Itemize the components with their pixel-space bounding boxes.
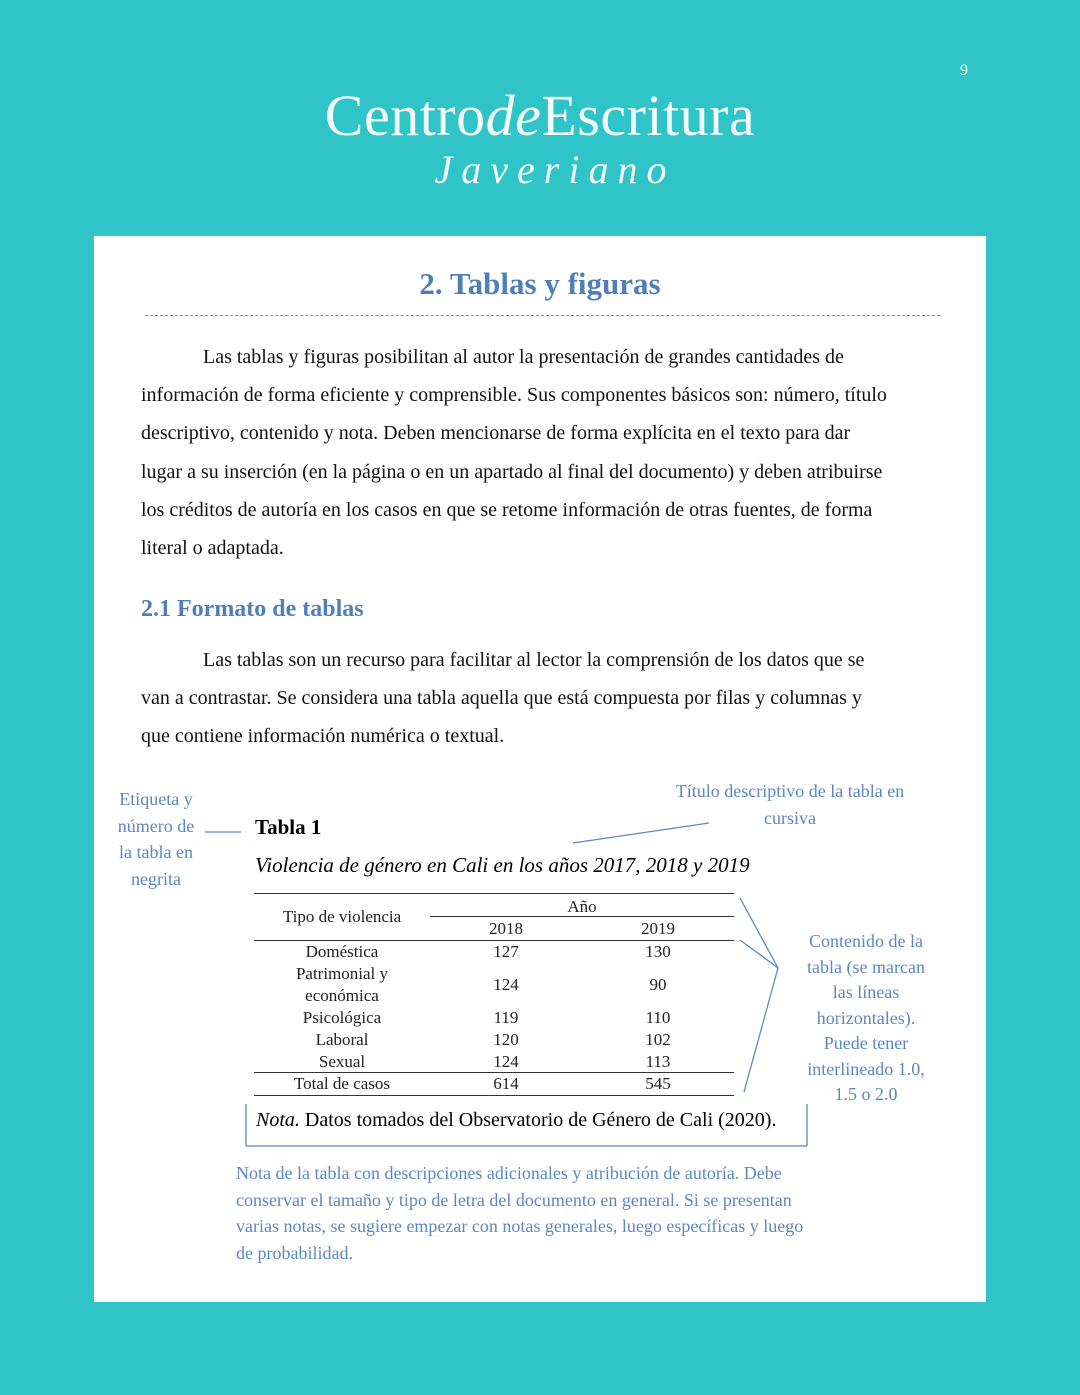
table-cell: 110: [645, 1008, 671, 1027]
annotation-line: cursiva: [764, 807, 816, 828]
text-line: descriptivo, contenido y nota. Deben mencionarse de forma explícita en el texto para dar: [141, 422, 851, 445]
annotation-line: Puede tener: [823, 1033, 909, 1053]
table-cell: 120: [493, 1030, 519, 1049]
table-cell: Patrimonial y: [295, 964, 389, 983]
text-line: información de forma eficiente y comprensible. Sus componentes básicos son: número, título: [141, 384, 887, 407]
column-header: 2019: [641, 919, 675, 938]
annotation-line: tabla (se marcan: [807, 956, 925, 977]
subsection-title: 2.1 Formato de tablas: [141, 596, 364, 622]
annotation-line: negrita: [131, 868, 181, 889]
annotation-line: interlineado 1.0,: [807, 1058, 925, 1079]
annotation-line: Etiqueta y: [119, 789, 193, 809]
logo-text: de: [485, 83, 542, 148]
rule: [254, 893, 734, 894]
annotation-line: de probabilidad.: [236, 1242, 353, 1263]
table-cell: 113: [645, 1052, 671, 1071]
annotation-line: Título descriptivo de la tabla en: [675, 781, 905, 801]
annotation-line: la tabla en: [119, 842, 193, 862]
table-title: Violencia de género en Cali en los años 2017, 2018 y 2019: [255, 853, 750, 877]
text-line: Las tablas son un recurso para facilitar al lector la comprensión de los datos que se: [203, 649, 865, 671]
rule: [254, 1095, 734, 1096]
table-total: 614: [493, 1074, 519, 1093]
logo-text: Escritura: [541, 83, 756, 148]
annotation-line: varias notas, se sugiere empezar con notas generales, luego específicas y luego: [236, 1216, 804, 1236]
annotation-line: las líneas: [832, 982, 900, 1002]
rule: [254, 1072, 734, 1073]
column-header: 2018: [489, 919, 523, 938]
table-cell: económica: [305, 986, 379, 1005]
annotation-line: horizontales).: [816, 1007, 916, 1028]
text-line: los créditos de autoría en los casos en que se retome información de otras fuentes, de forma: [141, 498, 873, 521]
table-cell: 127: [493, 942, 519, 961]
section-title: 2. Tablas y figuras: [419, 266, 661, 301]
text-line: que contiene información numérica o textual.: [141, 725, 505, 748]
table-label: Tabla 1: [255, 815, 322, 839]
table-total-label: Total de casos: [293, 1074, 391, 1093]
table-cell: Sexual: [318, 1052, 366, 1071]
table-cell: 119: [493, 1008, 519, 1027]
table-note: [256, 1109, 776, 1132]
table-cell: Laboral: [315, 1030, 369, 1049]
table-cell: Doméstica: [305, 942, 379, 961]
text-line: literal o adaptada.: [141, 537, 284, 560]
annotation-line: conservar el tamaño y tipo de letra del documento en general. Si se presentan: [236, 1189, 792, 1210]
logo-subtitle: Javeriano: [434, 147, 676, 192]
table-cell: Psicológica: [302, 1008, 382, 1027]
page-number: 9: [960, 62, 968, 79]
text-line: lugar a su inserción (en la página o en un apartado al final del documento) y deben atribuirse: [141, 460, 883, 483]
column-group-header: Año: [567, 897, 597, 916]
table-cell: 124: [493, 975, 519, 994]
logo-text: Centro: [324, 83, 486, 148]
text-line: Las tablas y figuras posibilitan al autor la presentación de grandes cantidades de: [203, 346, 844, 368]
annotation-line: número de: [117, 815, 195, 836]
table-cell: 124: [493, 1052, 519, 1071]
text-line: van a contrastar. Se considera una tabla aquella que está compuesta por filas y columnas y: [141, 687, 862, 710]
note-text: Datos tomados del Observatorio de Género de Cali (2020).: [299, 1109, 777, 1131]
rule: [254, 940, 734, 941]
annotation-line: Nota de la tabla con descripciones adicionales y atribución de autoría. Debe: [236, 1163, 782, 1183]
table-total: 545: [645, 1074, 671, 1093]
annotation-line: 1.5 o 2.0: [834, 1084, 898, 1104]
note-label: Nota.: [256, 1109, 300, 1131]
annotation-line: Contenido de la: [809, 931, 923, 951]
column-header: Tipo de violencia: [282, 907, 402, 926]
table-cell: 130: [645, 942, 671, 961]
table-cell: 90: [649, 975, 667, 994]
table-cell: 102: [645, 1030, 671, 1049]
